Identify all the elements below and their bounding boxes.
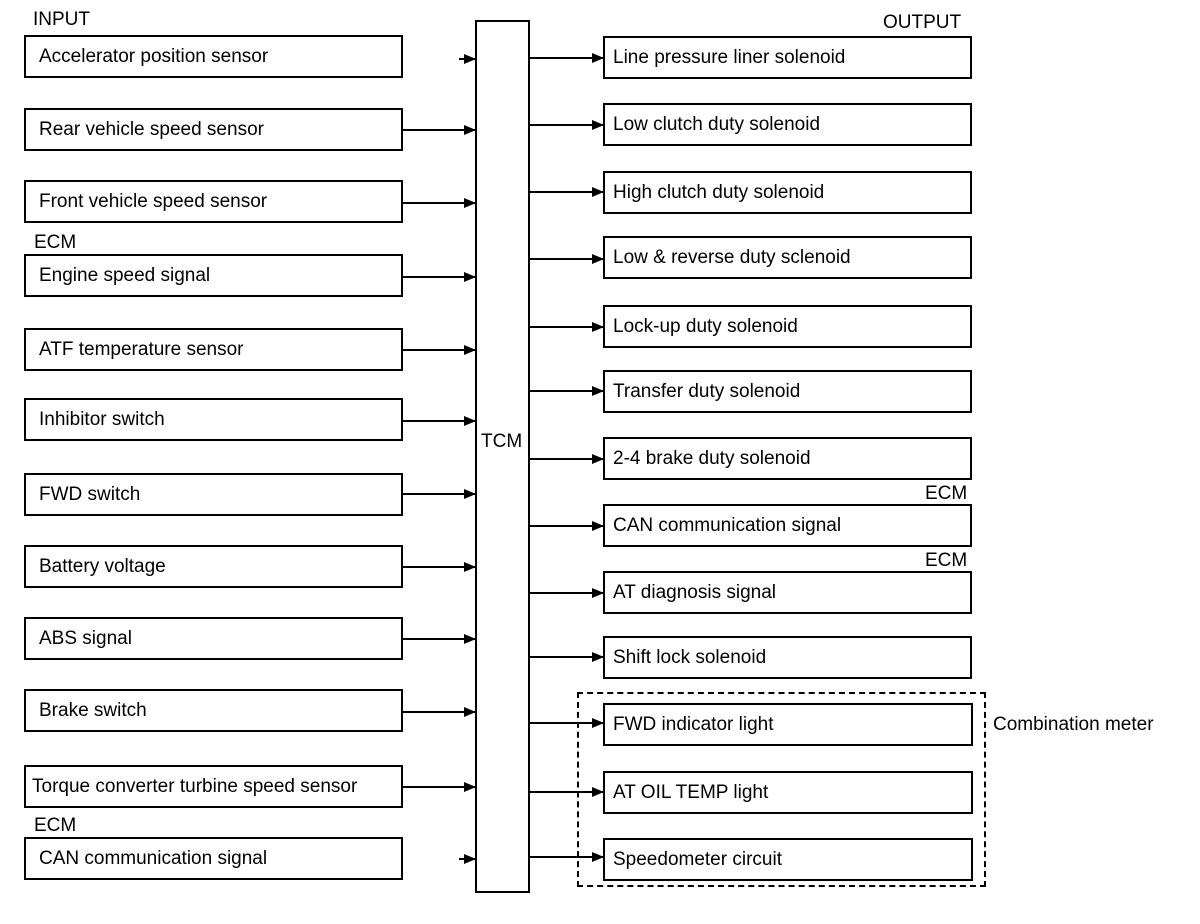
input-abs-signal: ABS signal: [24, 617, 403, 660]
output-low-reverse-duty-solenoid: Low & reverse duty sclenoid: [603, 236, 972, 279]
input-rear-vehicle-speed-sensor: Rear vehicle speed sensor: [24, 108, 403, 151]
combination-meter-label: Combination meter: [993, 714, 1154, 735]
output-fwd-indicator-light: FWD indicator light: [603, 703, 973, 746]
output-2-4-brake-duty-solenoid: 2-4 brake duty solenoid: [603, 437, 972, 480]
input-torque-converter-turbine-speed-sensor: Torque converter turbine speed sensor: [24, 765, 403, 808]
input-brake-switch: Brake switch: [24, 689, 403, 732]
ecm-tag-engine-speed: ECM: [34, 232, 77, 253]
output-transfer-duty-solenoid: Transfer duty solenoid: [603, 370, 972, 413]
ecm-tag-can-output: ECM: [925, 483, 968, 504]
ecm-tag-can-input: ECM: [34, 815, 77, 836]
output-shift-lock-solenoid: Shift lock solenoid: [603, 636, 972, 679]
output-low-clutch-duty-solenoid: Low clutch duty solenoid: [603, 103, 972, 146]
input-fwd-switch: FWD switch: [24, 473, 403, 516]
output-high-clutch-duty-solenoid: High clutch duty solenoid: [603, 171, 972, 214]
output-speedometer-circuit: Speedometer circuit: [603, 838, 973, 881]
tcm-block: [475, 20, 530, 893]
tcm-label: TCM: [481, 431, 523, 452]
output-at-oil-temp-light: AT OIL TEMP light: [603, 771, 973, 814]
input-inhibitor-switch: Inhibitor switch: [24, 398, 403, 441]
output-line-pressure-liner-solenoid: Line pressure liner solenoid: [603, 36, 972, 79]
input-battery-voltage: Battery voltage: [24, 545, 403, 588]
output-lock-up-duty-solenoid: Lock-up duty solenoid: [603, 305, 972, 348]
output-header: OUTPUT: [883, 12, 962, 33]
input-header: INPUT: [33, 9, 90, 30]
input-can-communication-signal: CAN communication signal: [24, 837, 403, 880]
output-can-communication-signal: CAN communication signal: [603, 504, 972, 547]
input-front-vehicle-speed-sensor: Front vehicle speed sensor: [24, 180, 403, 223]
output-at-diagnosis-signal: AT diagnosis signal: [603, 571, 972, 614]
input-engine-speed-signal: Engine speed signal: [24, 254, 403, 297]
ecm-tag-diagnosis: ECM: [925, 550, 968, 571]
input-atf-temperature-sensor: ATF temperature sensor: [24, 328, 403, 371]
input-accelerator-position-sensor: Accelerator position sensor: [24, 35, 403, 78]
